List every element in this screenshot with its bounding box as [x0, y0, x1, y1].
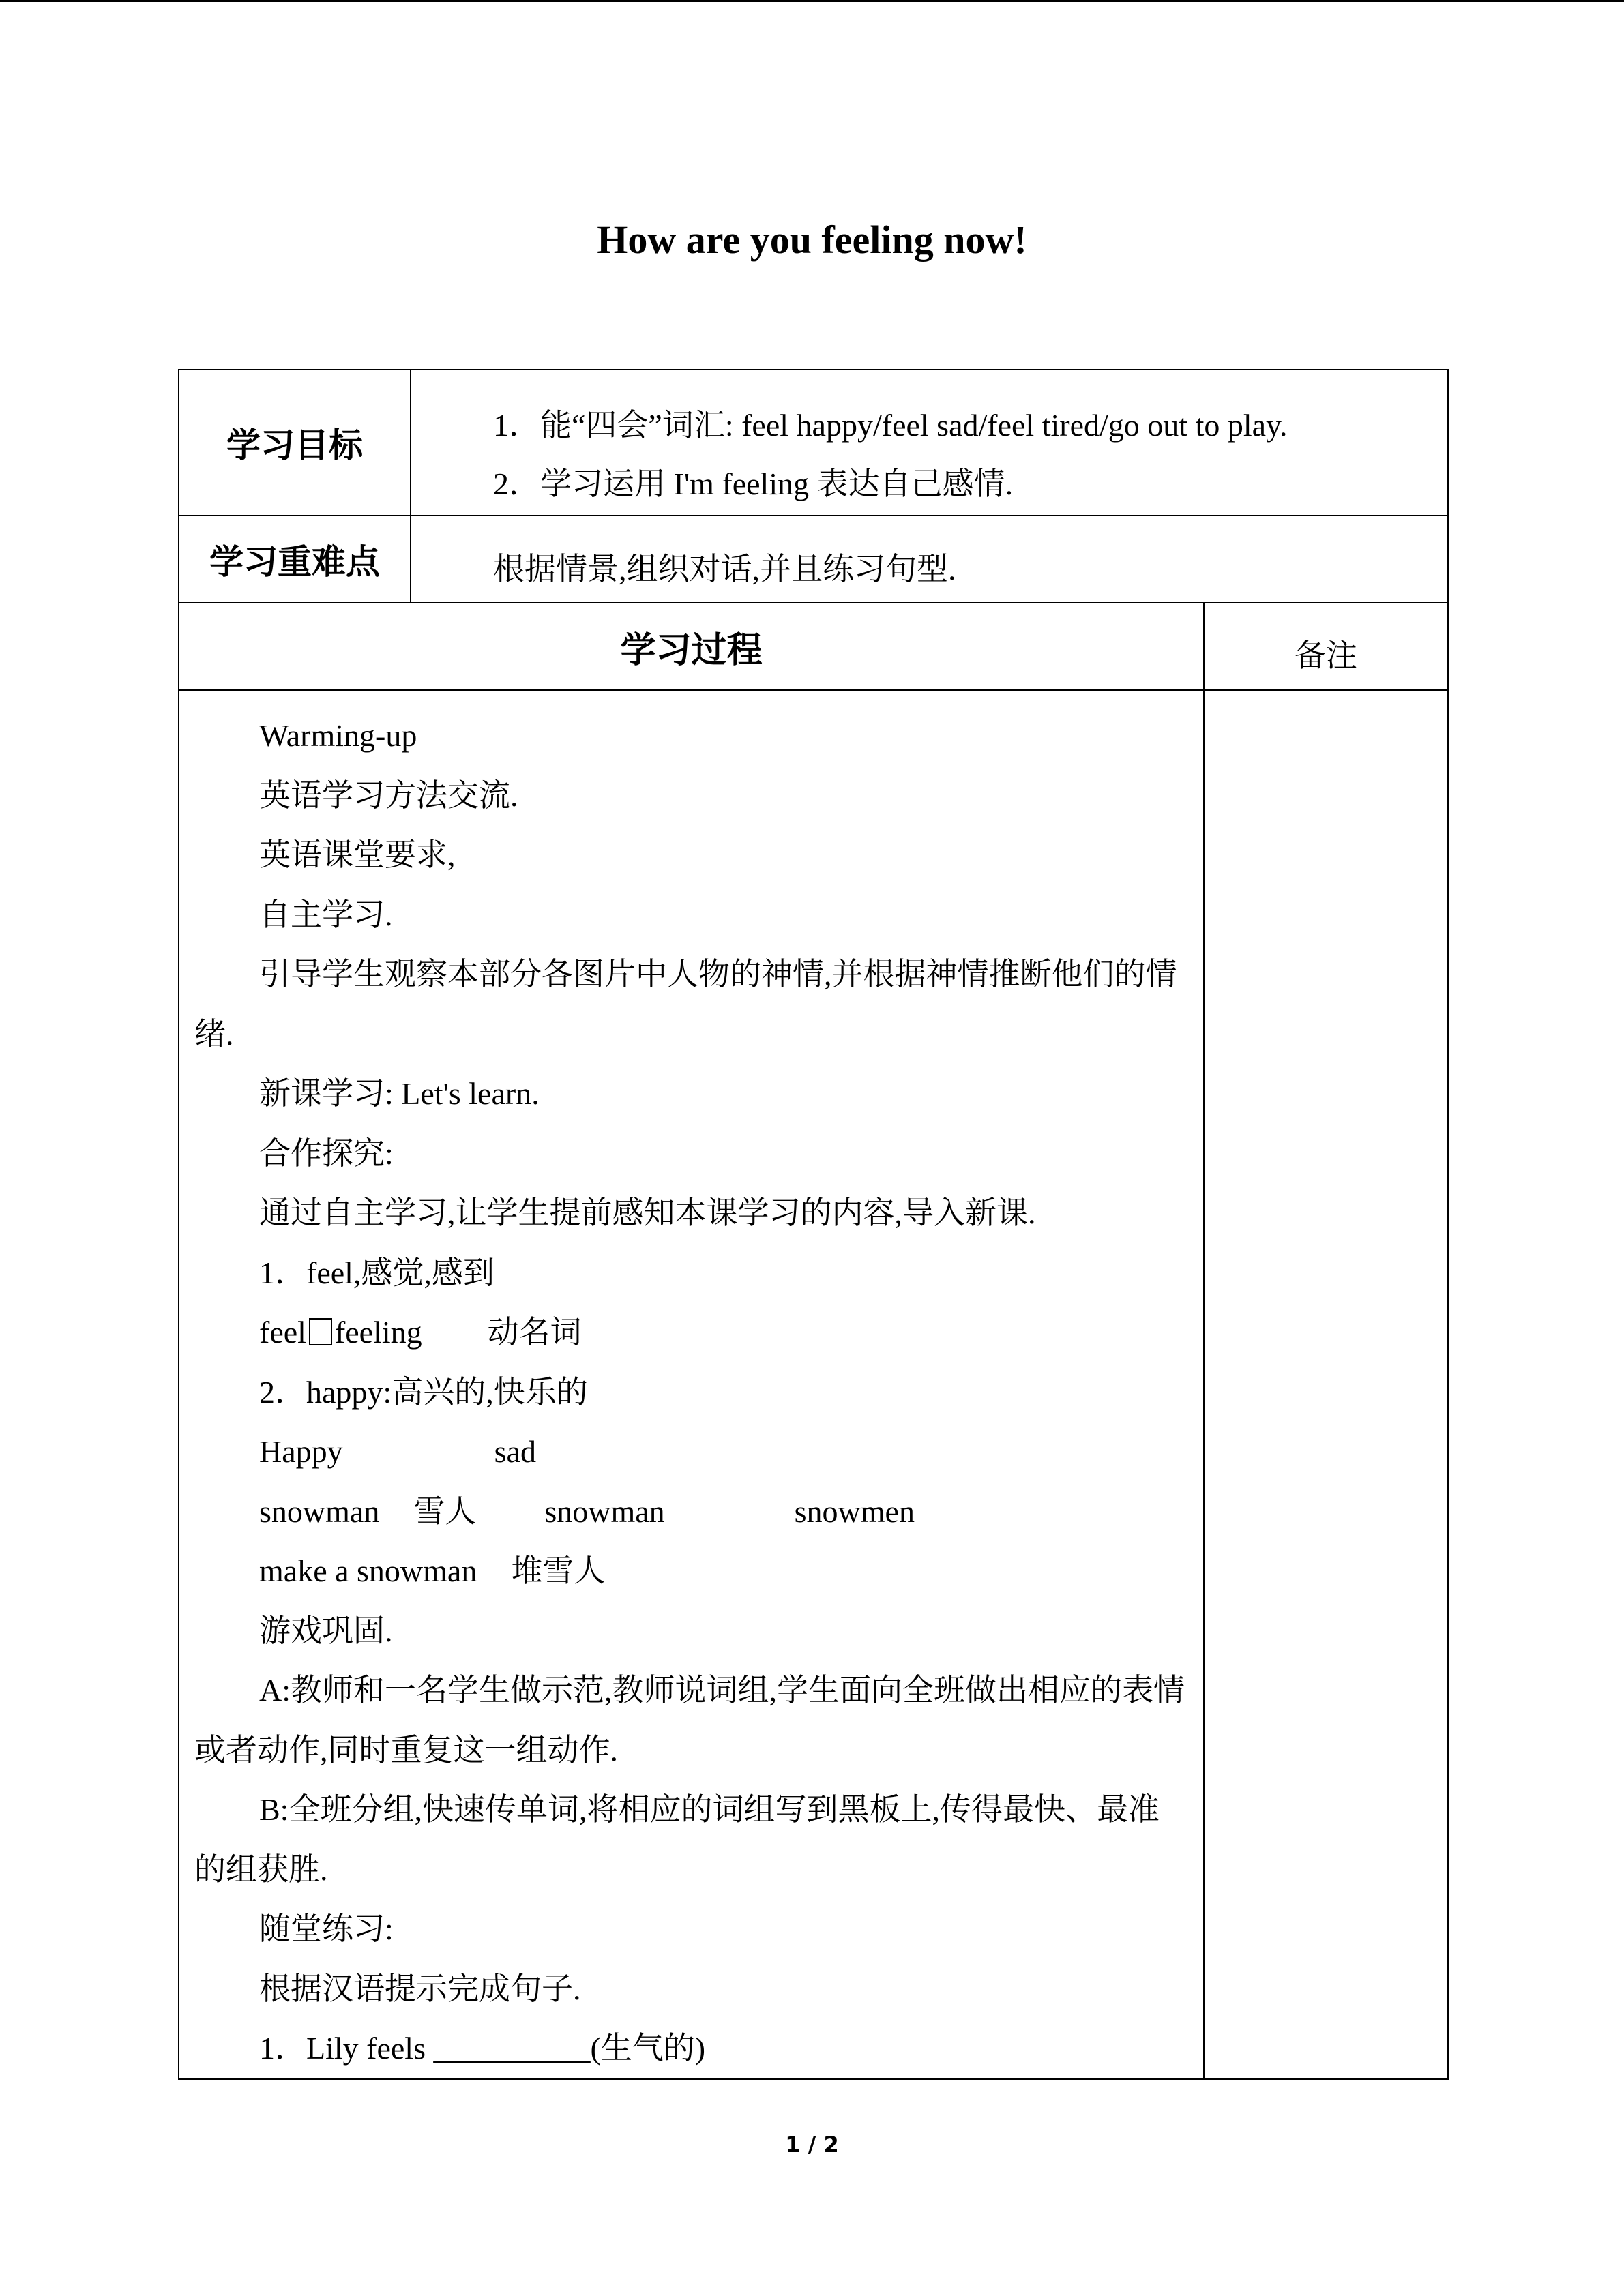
page-number: 1 / 2 — [785, 2132, 839, 2158]
snowman-word: snowman — [259, 1493, 380, 1529]
happy-sad-line — [194, 1422, 1188, 1482]
process-heading: 学习过程 — [179, 603, 1204, 690]
make-snowman-line — [194, 1541, 1188, 1601]
cooperate-desc-line: 通过自主学习,让学生提前感知本课学习的内容,导入新课. — [259, 1195, 1036, 1230]
self-study-line: 自主学习. — [259, 897, 393, 932]
goals-label: 学习目标 — [179, 370, 411, 516]
practice-line: 随堂练习: — [259, 1911, 394, 1946]
arrow-placeholder-icon — [309, 1318, 332, 1345]
key-points-text: 根据情景,组织对话,并且练习句型. — [493, 552, 956, 586]
snowmen-plural: snowmen — [794, 1493, 915, 1529]
make-snowman-cn: 堆雪人 — [511, 1553, 606, 1588]
process-header-row — [179, 603, 1448, 690]
goal-item-2: 2．学习运用 I'm feeling 表达自己感情. — [493, 466, 1014, 501]
sad-word: sad — [494, 1434, 536, 1469]
gerund-label: 动名词 — [487, 1315, 582, 1350]
snowman-cn: 雪人 — [413, 1493, 477, 1529]
key-points-label: 学习重难点 — [179, 516, 411, 603]
process-body-row — [179, 690, 1448, 2079]
process-content — [179, 690, 1204, 2079]
document-title: How are you feeling now! — [597, 218, 1027, 262]
cooperate-line: 合作探究: — [259, 1135, 394, 1171]
vocab-item-1: 1．feel,感觉,感到 — [259, 1255, 494, 1290]
practice-desc-line: 根据汉语提示完成句子. — [259, 1971, 581, 2006]
feel-feeling-line — [194, 1302, 1188, 1362]
notes-heading — [1204, 603, 1448, 690]
snowman-line — [194, 1482, 1188, 1542]
game-b-paragraph: B:全班分组,快速传单词,将相应的词组写到黑板上,传得最快、最准的组获胜. — [194, 1792, 1160, 1887]
guide-paragraph: 引导学生观察本部分各图片中人物的神情,并根据神情推断他们的情绪. — [194, 957, 1177, 1052]
key-points-content — [411, 516, 1448, 603]
goals-row — [179, 370, 1448, 516]
goals-content — [411, 370, 1448, 516]
game-a-paragraph: A:教师和一名学生做示范,教师说词组,学生面向全班做出相应的表情或者动作,同时重复这一组动作. — [194, 1673, 1185, 1768]
make-snowman-en: make a snowman — [259, 1553, 477, 1588]
exercise-1-line: 1．Lily feels __________(生气的) — [259, 2031, 706, 2066]
notes-content — [1204, 690, 1448, 2079]
top-border-line — [0, 0, 1624, 2]
feeling-word: feeling — [334, 1315, 422, 1350]
game-line: 游戏巩固. — [259, 1613, 393, 1648]
warmup-line: Warming-up — [259, 718, 417, 753]
vocab-item-2: 2．happy:高兴的,快乐的 — [259, 1374, 588, 1410]
happy-word: Happy — [259, 1434, 343, 1469]
method-line: 英语学习方法交流. — [259, 777, 518, 813]
requirements-line: 英语课堂要求, — [259, 837, 456, 872]
feel-word: feel — [259, 1315, 306, 1350]
lesson-plan-table — [178, 369, 1449, 2080]
snowman-singular: snowman — [544, 1493, 665, 1529]
goal-item-1: 1．能“四会”词汇: feel happy/feel sad/feel tired/go out to play. — [493, 408, 1288, 443]
notes-heading-text: 备注 — [1295, 637, 1357, 674]
new-lesson-line: 新课学习: Let's learn. — [259, 1076, 540, 1111]
key-points-row — [179, 516, 1448, 603]
